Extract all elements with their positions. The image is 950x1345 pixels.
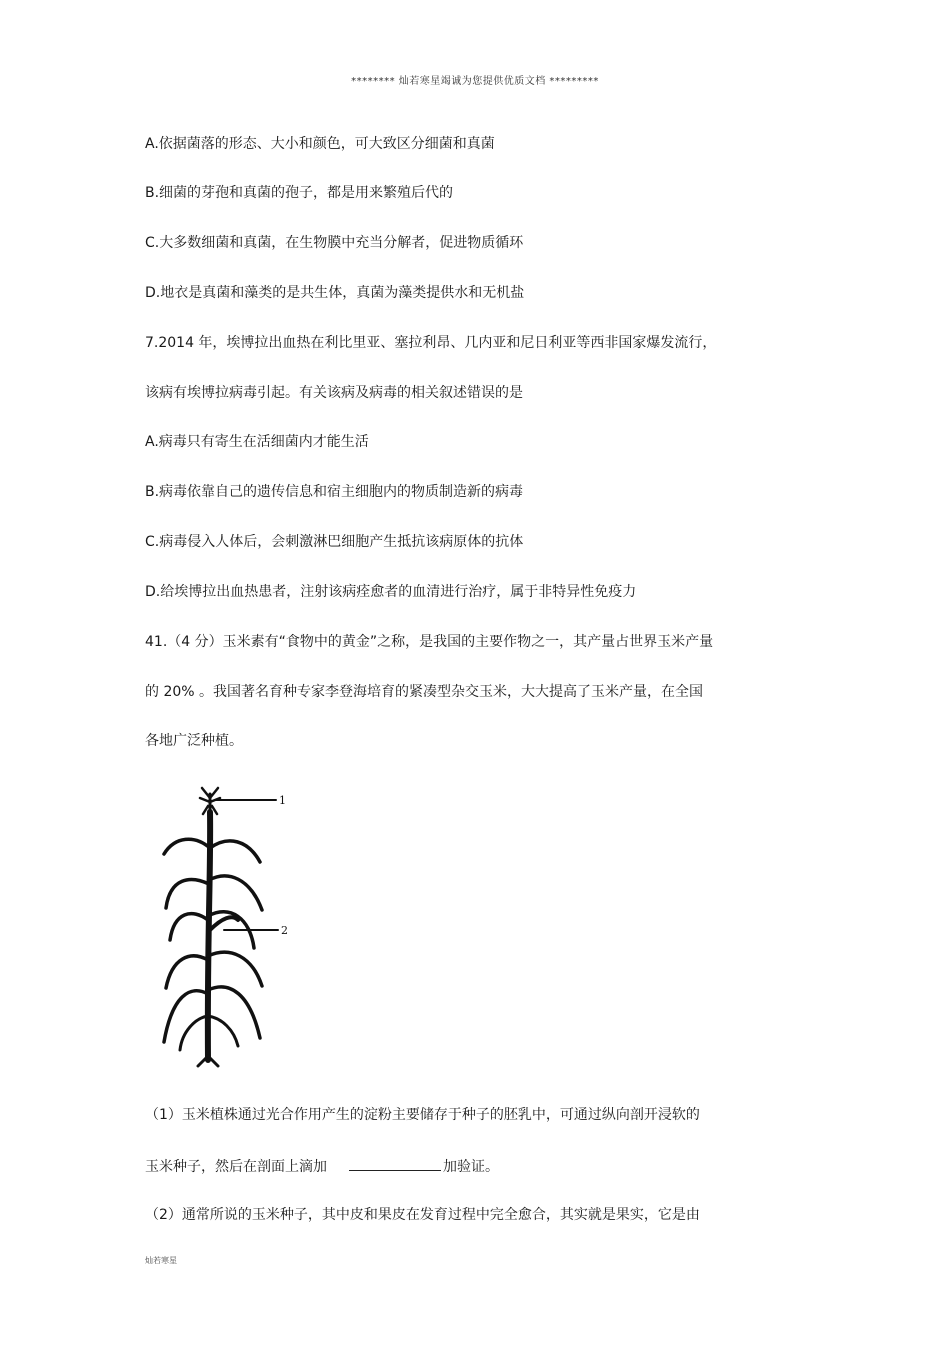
q6-option-b: B.细菌的芽孢和真菌的孢子，都是用来繁殖后代的 — [145, 185, 454, 201]
q41-sub2-line1: （2）通常所说的玉米种子，其中皮和果皮在发育过程中完全愈合，其实就是果实，它是由 — [145, 1207, 700, 1223]
corn-plant-illustration — [150, 780, 300, 1075]
corn-plant-figure — [150, 780, 300, 1075]
q41-stem-line3: 各地广泛种植。 — [145, 733, 243, 749]
figure-label-1: 1 — [279, 794, 286, 807]
q41-sub1-text-before: 玉米种子，然后在剖面上滴加 — [145, 1159, 327, 1175]
q6-option-c: C.大多数细菌和真菌，在生物膜中充当分解者，促进物质循环 — [145, 235, 524, 251]
page-header: ******** 灿若寒星竭诚为您提供优质文档 ********* — [351, 76, 599, 87]
page-footer: 灿若寒星 — [145, 1256, 177, 1265]
q41-sub1-line1: （1）玉米植株通过光合作用产生的淀粉主要储存于种子的胚乳中，可通过纵向剖开浸软的 — [145, 1107, 700, 1123]
q7-stem-line2: 该病有埃博拉病毒引起。有关该病及病毒的相关叙述错误的是 — [145, 385, 523, 401]
q6-option-a: A.依据菌落的形态、大小和颜色，可大致区分细菌和真菌 — [145, 136, 495, 152]
q7-option-d: D.给埃博拉出血热患者，注射该病痊愈者的血清进行治疗，属于非特异性免疫力 — [145, 584, 637, 600]
q41-sub1-line2 — [145, 1155, 499, 1177]
figure-label-2: 2 — [281, 924, 288, 937]
q7-stem-line1: 7.2014 年，埃博拉出血热在利比里亚、塞拉利昂、几内亚和尼日利亚等西非国家爆发流行， — [145, 335, 717, 351]
q41-stem-line2: 的 20% 。我国著名育种专家李登海培育的紧凑型杂交玉米，大大提高了玉米产量，在全国 — [145, 684, 704, 700]
q41-stem-line1: 41.（4 分）玉米素有“食物中的黄金”之称，是我国的主要作物之一，其产量占世界玉米产量 — [145, 634, 714, 650]
q7-option-b: B.病毒依靠自己的遗传信息和宿主细胞内的物质制造新的病毒 — [145, 484, 524, 500]
answer-blank[interactable] — [349, 1155, 441, 1171]
q7-option-c: C.病毒侵入人体后，会刺激淋巴细胞产生抵抗该病原体的抗体 — [145, 534, 524, 550]
q6-option-d: D.地衣是真菌和藻类的是共生体，真菌为藻类提供水和无机盐 — [145, 285, 525, 301]
q7-option-a: A.病毒只有寄生在活细菌内才能生活 — [145, 434, 369, 450]
q41-sub1-text-after: 加验证。 — [443, 1159, 499, 1175]
